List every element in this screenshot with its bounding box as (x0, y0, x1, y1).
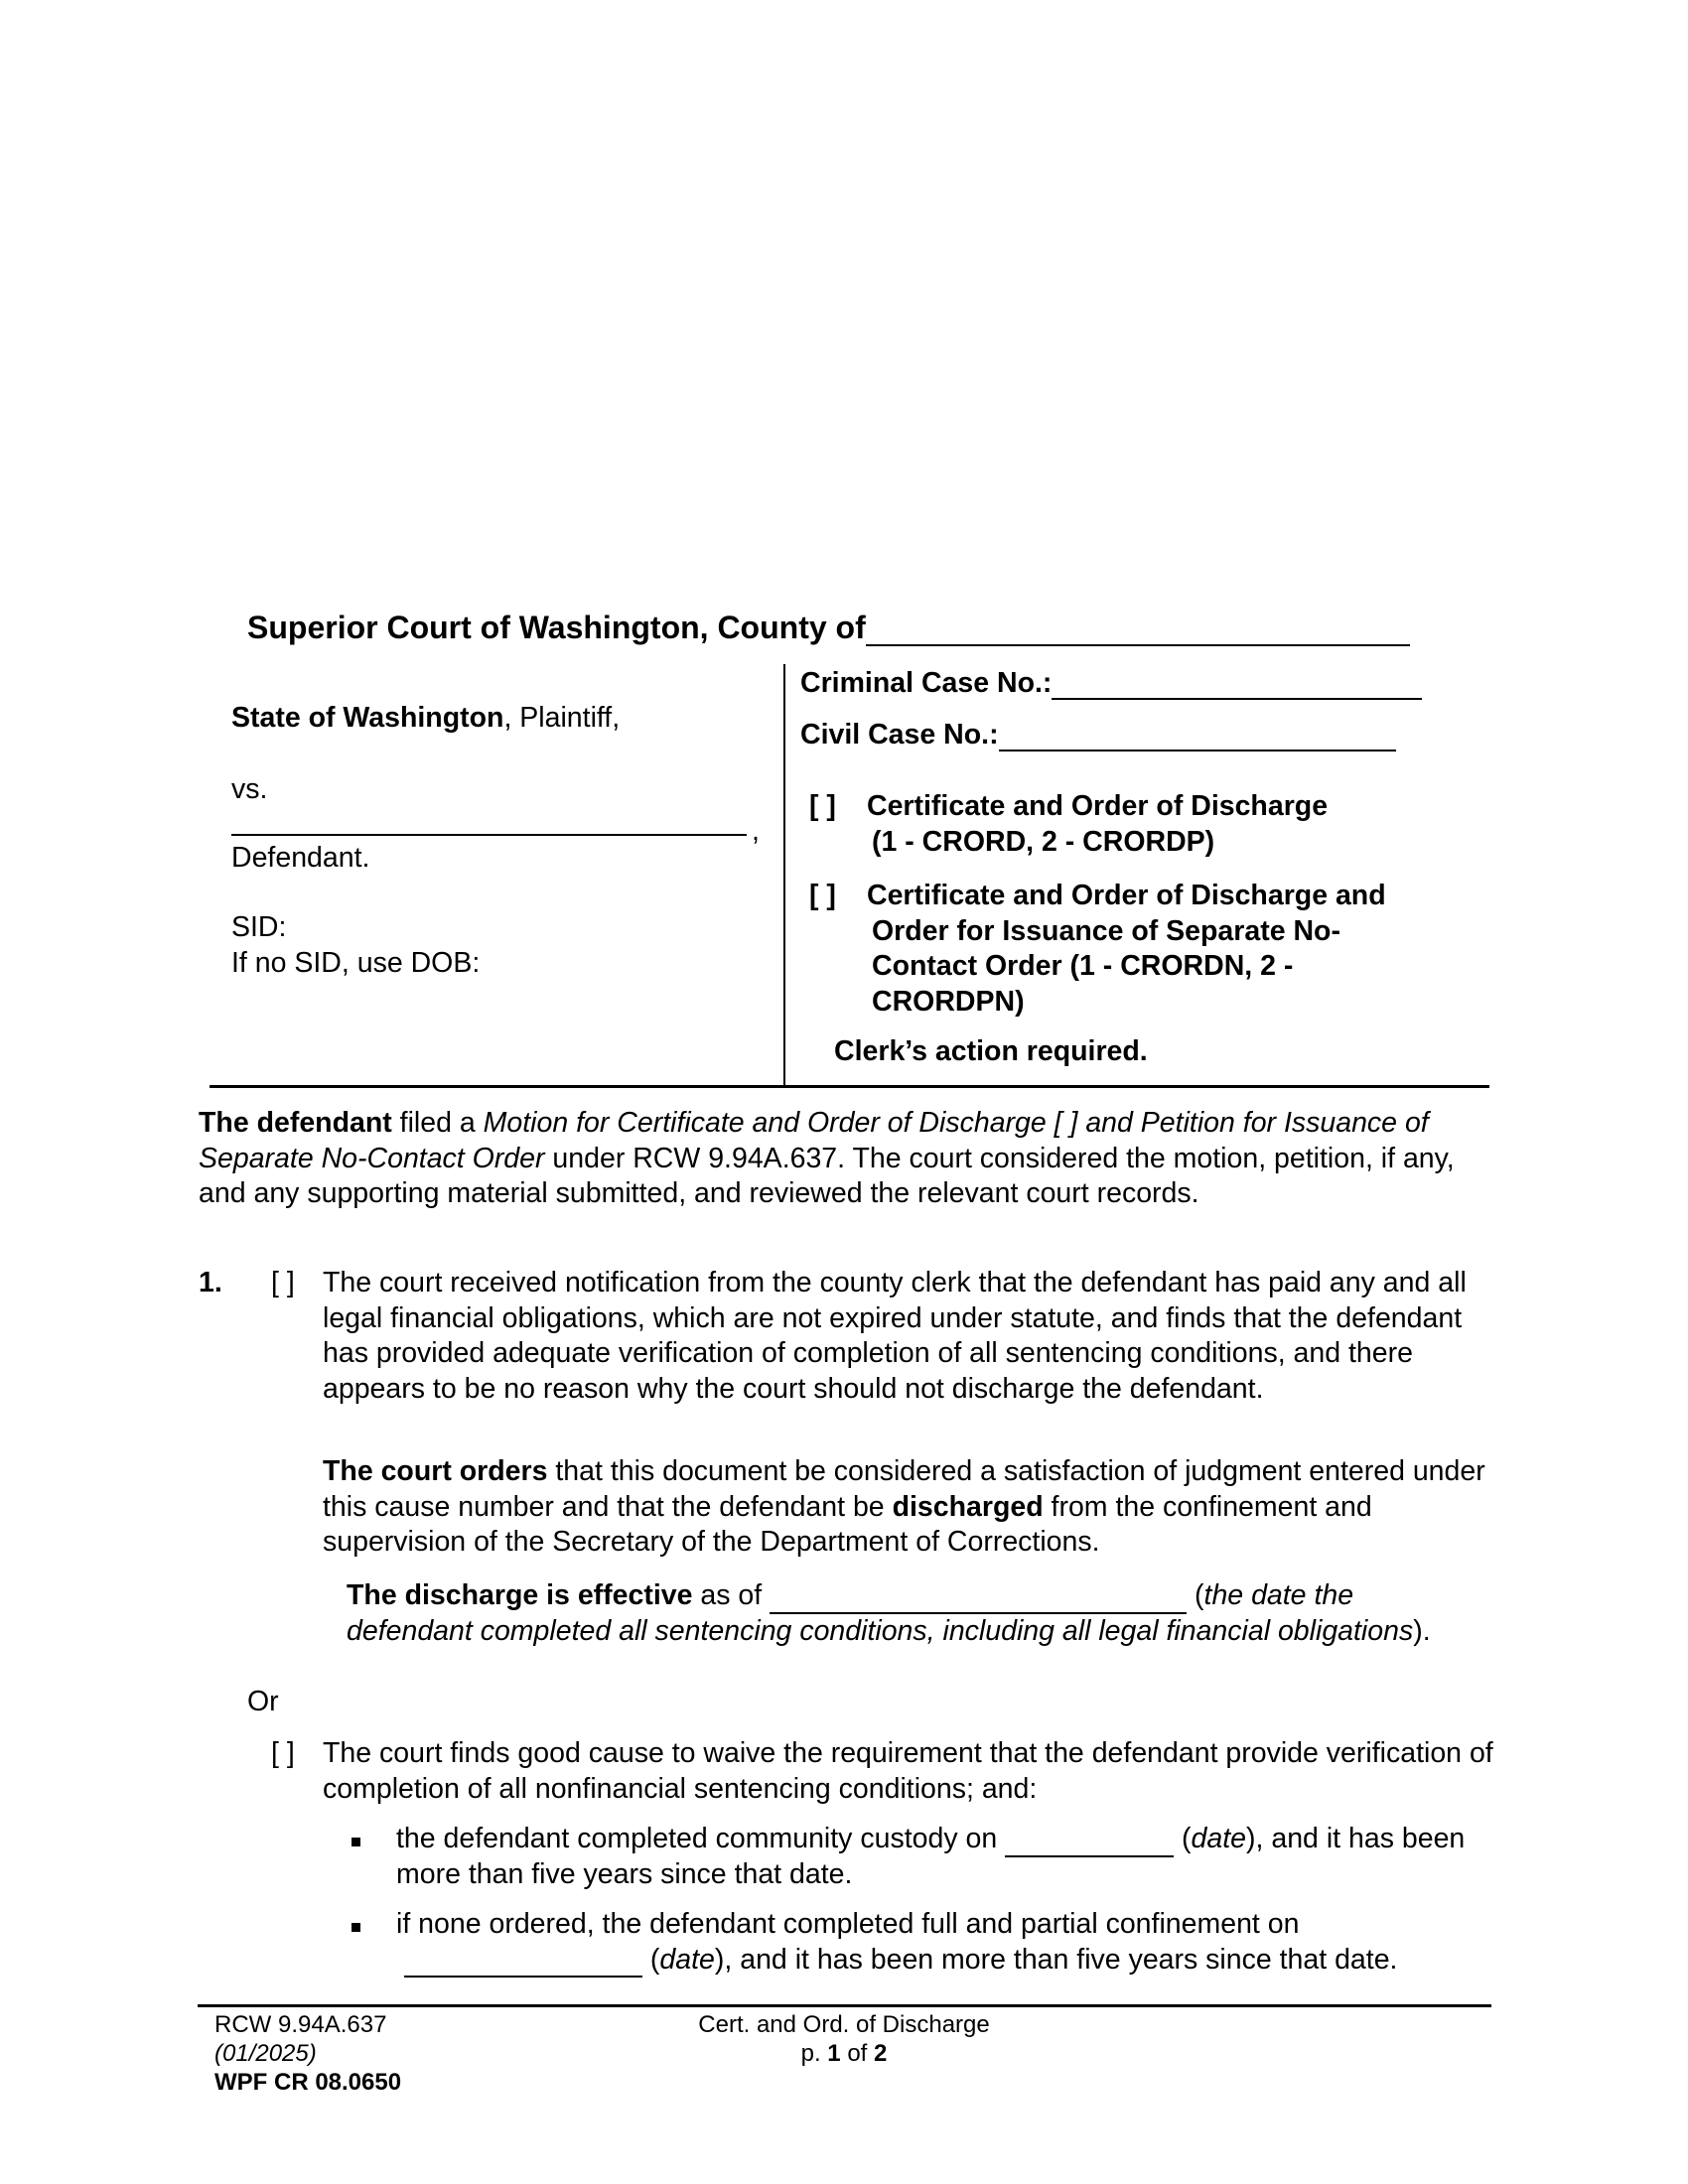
criminal-case-label: Criminal Case No.: (800, 667, 1053, 699)
orders-paragraph (323, 1454, 1499, 1561)
option2-line3: Contact Order (1 - CRORDN, 2 - (872, 950, 1294, 982)
defendant-label: Defendant. (231, 842, 370, 874)
option1-text (867, 789, 1423, 860)
effective-paragraph (347, 1578, 1478, 1649)
plaintiff-name: State of Washington (231, 702, 504, 734)
plaintiff-role: , Plaintiff, (503, 702, 621, 734)
intro-motion-title: Motion for Certificate and Order of Discharge [ ] and Petition for Issuance of Separate No-Contact Order (199, 1107, 1429, 1174)
effective-close: ). (1413, 1614, 1431, 1647)
custody-before: the defendant completed community custody on (396, 1823, 1006, 1854)
footer-form-id: WPF CR 08.0650 (214, 2069, 402, 2096)
option2-text (867, 879, 1453, 1020)
versus-label: vs. (231, 773, 268, 805)
option2-checkbox[interactable]: [ ] (809, 880, 836, 911)
custody-date-label: date (1191, 1823, 1247, 1854)
item1-checkbox[interactable]: [ ] (271, 1267, 295, 1298)
orders-lead: The court orders (323, 1455, 548, 1487)
effective-lead: The discharge is effective (347, 1579, 693, 1611)
civil-case-number (800, 718, 1396, 751)
dob-label: If no SID, use DOB: (231, 947, 481, 979)
footer-rule (198, 2004, 1491, 2007)
custody-date-blank[interactable] (1005, 1826, 1174, 1857)
plaintiff-line (231, 702, 620, 735)
page-current: 1 (827, 2040, 841, 2067)
footer-page-number (655, 2039, 1033, 2068)
option1-checkbox[interactable]: [ ] (809, 790, 836, 822)
or-label: Or (247, 1686, 279, 1717)
custody-bullet-text: the defendant completed community custody on (date), and it has been more than five years since that date. (396, 1823, 1466, 1890)
confinement-date-label: date (659, 1943, 715, 1976)
item1-number: 1. (199, 1267, 222, 1298)
confinement-date-blank[interactable] (404, 1946, 642, 1978)
option2-line4: CRORDPN) (872, 985, 1025, 1018)
civil-case-blank[interactable] (999, 718, 1396, 751)
page-prefix: p. (800, 2040, 828, 2067)
caption-divider (783, 664, 785, 1087)
orders-discharged: discharged (892, 1490, 1044, 1523)
confinement-bullet-text: if none ordered, the defendant completed full and partial confinement on (date), and it has been more than five years since that date. (396, 1907, 1498, 1978)
footer-rcw: RCW 9.94A.637 (214, 2011, 387, 2038)
bullet-square-icon (352, 1838, 360, 1846)
county-blank[interactable] (866, 612, 1410, 646)
orders-part2: from the confinement and supervision of the Secretary of the Department of Corrections. (323, 1490, 1372, 1558)
item2-text: The court finds good cause to waive the requirement that the defendant provide verification of completion of all nonfinancial sentencing conditions; and: (323, 1737, 1493, 1805)
page-total: 2 (874, 2040, 888, 2067)
intro-lead: The defendant (199, 1107, 392, 1139)
effective-as-of: as of (692, 1579, 771, 1611)
criminal-case-number (800, 666, 1422, 700)
civil-case-label: Civil Case No.: (800, 719, 999, 751)
confinement-after: ), and it has been more than five years since that date. (714, 1943, 1398, 1976)
defendant-name-blank[interactable] (231, 802, 747, 836)
sid-label: SID: (231, 911, 287, 943)
confinement-before: if none ordered, the defendant completed full and partial confinement on (396, 1908, 1300, 1940)
item1-text: The court received notification from the county clerk that the defendant has paid any and all legal financial obligations, which are not expired under statute, and finds that the defendant has provided adequate verification of completion of all sentencing conditions, and there appears to be no reason why the court should not discharge the defendant. (323, 1267, 1467, 1405)
caption-bottom-rule (210, 1085, 1489, 1088)
effective-note: the date the defendant completed all sentencing conditions, including all legal financial obligations (347, 1579, 1414, 1647)
bullet-square-icon (352, 1923, 360, 1932)
option2-line2: Order for Issuance of Separate No- (872, 914, 1340, 947)
effective-open-paren: ( (1187, 1579, 1204, 1611)
defendant-comma: , (752, 815, 760, 847)
intro-rest: under RCW 9.94A.637. The court considered the motion, petition, if any, and any supporting material submitted, and reviewed the relevant court records. (199, 1142, 1455, 1209)
court-heading (247, 610, 1410, 646)
court-heading-text: Superior Court of Washington, County of (247, 610, 866, 645)
footer-title: Cert. and Ord. of Discharge (698, 2011, 990, 2038)
orders-part1: that this document be considered a satisfaction of judgment entered under this cause number and that the defendant be (323, 1455, 1485, 1523)
option1-codes: (1 - CRORD, 2 - CRORDP) (872, 825, 1215, 858)
item2-checkbox[interactable]: [ ] (271, 1737, 295, 1769)
option2-line1: Certificate and Order of Discharge and (867, 880, 1386, 911)
intro-filed: filed a (391, 1107, 484, 1139)
custody-after: ), and it has been more than five years since that date. (396, 1823, 1466, 1890)
intro-paragraph (199, 1106, 1489, 1212)
page-of: of (840, 2040, 875, 2067)
option1-title: Certificate and Order of Discharge (867, 790, 1329, 822)
effective-date-blank[interactable] (770, 1582, 1187, 1614)
footer-revision: (01/2025) (214, 2040, 317, 2067)
criminal-case-blank[interactable] (1052, 666, 1422, 700)
clerk-action-note: Clerk’s action required. (834, 1035, 1148, 1067)
